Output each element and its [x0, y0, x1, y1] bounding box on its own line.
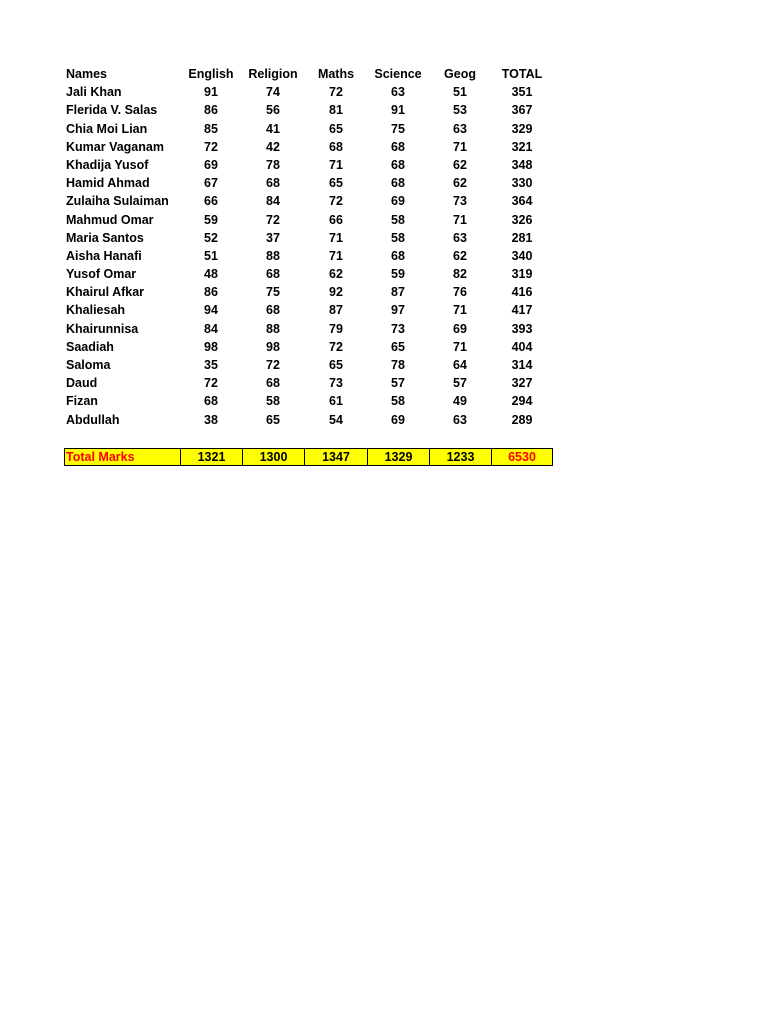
maths-cell: 72: [329, 85, 343, 100]
science-cell: 58: [391, 212, 405, 227]
geog-cell: 76: [453, 285, 467, 300]
student-name: Kumar Vaganam: [66, 139, 164, 154]
religion-cell: 75: [266, 285, 280, 300]
english-cell: 67: [204, 176, 218, 191]
science-cell: 91: [391, 103, 405, 118]
table-row: [64, 374, 554, 392]
table-row: [64, 283, 554, 301]
science-cell: 68: [391, 157, 405, 172]
geog-cell: 71: [453, 139, 467, 154]
maths-cell: 87: [329, 303, 343, 318]
table-body: [64, 83, 554, 429]
geog-cell: 71: [453, 212, 467, 227]
science-cell: 69: [391, 194, 405, 209]
total-cell: 351: [511, 85, 533, 100]
total-cell: 364: [511, 194, 533, 209]
maths-cell: 65: [329, 176, 343, 191]
english-cell: 72: [204, 139, 218, 154]
student-name: Daud: [66, 376, 98, 391]
science-cell: 65: [391, 339, 405, 354]
religion-cell: 74: [266, 85, 280, 100]
student-name: Abdullah: [66, 412, 120, 427]
english-cell: 84: [204, 321, 218, 336]
total-cell: 321: [511, 139, 533, 154]
maths-cell: 54: [329, 412, 343, 427]
header-english: English: [188, 67, 234, 81]
total-cell: 404: [511, 339, 533, 354]
maths-cell: 71: [329, 230, 343, 245]
student-name: Hamid Ahmad: [66, 176, 150, 191]
grand-total: 6530: [491, 449, 552, 465]
total-english: 1321: [180, 449, 242, 465]
religion-cell: 68: [266, 267, 280, 282]
geog-cell: 62: [453, 157, 467, 172]
religion-cell: 72: [266, 212, 280, 227]
religion-cell: 88: [266, 321, 280, 336]
science-cell: 73: [391, 321, 405, 336]
table-row: [64, 320, 554, 338]
total-cell: 416: [511, 285, 533, 300]
student-name: Zulaiha Sulaiman: [66, 194, 169, 209]
english-cell: 94: [204, 303, 218, 318]
science-cell: 68: [391, 248, 405, 263]
maths-cell: 81: [329, 103, 343, 118]
geog-cell: 62: [453, 248, 467, 263]
total-religion: 1300: [242, 449, 304, 465]
english-cell: 85: [204, 121, 218, 136]
english-cell: 51: [204, 248, 218, 263]
religion-cell: 65: [266, 412, 280, 427]
table-row: [64, 265, 554, 283]
student-name: Fizan: [66, 394, 98, 409]
religion-cell: 56: [266, 103, 280, 118]
geog-cell: 73: [453, 194, 467, 209]
header-religion: Religion: [248, 67, 298, 81]
maths-cell: 61: [329, 394, 343, 409]
table-row: [64, 101, 554, 119]
science-cell: 68: [391, 139, 405, 154]
religion-cell: 98: [266, 339, 280, 354]
table-row: [64, 211, 554, 229]
religion-cell: 84: [266, 194, 280, 209]
science-cell: 68: [391, 176, 405, 191]
science-cell: 58: [391, 394, 405, 409]
total-cell: 329: [511, 121, 533, 136]
table-row: [64, 174, 554, 192]
maths-cell: 92: [329, 285, 343, 300]
student-name: Aisha Hanafi: [66, 248, 142, 263]
english-cell: 66: [204, 194, 218, 209]
english-cell: 86: [204, 103, 218, 118]
marks-table: [64, 65, 554, 429]
total-cell: 340: [511, 248, 533, 263]
table-row: [64, 411, 554, 429]
science-cell: 87: [391, 285, 405, 300]
geog-cell: 53: [453, 103, 467, 118]
science-cell: 78: [391, 358, 405, 372]
header-geog: Geog: [444, 67, 476, 81]
maths-cell: 71: [329, 157, 343, 172]
science-cell: 63: [391, 85, 405, 100]
header-maths: Maths: [317, 67, 355, 81]
geog-cell: 64: [453, 358, 467, 372]
student-name: Khairul Afkar: [66, 285, 145, 300]
student-name: Mahmud Omar: [66, 212, 154, 227]
science-cell: 59: [391, 267, 405, 282]
religion-cell: 78: [266, 157, 280, 172]
table-row: [64, 83, 554, 101]
science-cell: 58: [391, 230, 405, 245]
table-row: [64, 192, 554, 210]
science-cell: 97: [391, 303, 405, 318]
english-cell: 98: [204, 339, 218, 354]
religion-cell: 37: [266, 230, 280, 245]
religion-cell: 68: [266, 176, 280, 191]
total-cell: 367: [511, 103, 533, 118]
total-cell: 289: [511, 412, 533, 427]
geog-cell: 57: [453, 376, 467, 391]
religion-cell: 72: [266, 358, 280, 372]
maths-cell: 72: [329, 194, 343, 209]
total-maths: 1347: [304, 449, 367, 465]
student-name: Maria Santos: [66, 230, 144, 245]
religion-cell: 68: [266, 303, 280, 318]
student-name: Jali Khan: [66, 85, 122, 100]
student-name: Khadija Yusof: [66, 157, 149, 172]
student-name: Yusof Omar: [66, 267, 137, 282]
total-cell: 393: [511, 321, 533, 336]
student-name: Saloma: [66, 358, 111, 372]
religion-cell: 58: [266, 394, 280, 409]
student-name: Khairunnisa: [66, 321, 139, 336]
header-row: [64, 65, 554, 83]
total-cell: 281: [511, 230, 533, 245]
table-row: [64, 120, 554, 138]
total-cell: 319: [511, 267, 533, 282]
geog-cell: 71: [453, 303, 467, 318]
student-name: Chia Moi Lian: [66, 121, 148, 136]
english-cell: 69: [204, 157, 218, 172]
english-cell: 59: [204, 212, 218, 227]
religion-cell: 41: [266, 121, 280, 136]
geog-cell: 49: [453, 394, 467, 409]
total-cell: 314: [511, 358, 533, 372]
student-name: Khaliesah: [66, 303, 126, 318]
science-cell: 69: [391, 412, 405, 427]
english-cell: 48: [204, 267, 218, 282]
geog-cell: 62: [453, 176, 467, 191]
student-name: Flerida V. Salas: [66, 103, 158, 118]
total-cell: 348: [511, 157, 533, 172]
total-marks-label: Total Marks: [66, 450, 135, 464]
english-cell: 52: [204, 230, 218, 245]
table-row: [64, 138, 554, 156]
total-geog: 1233: [429, 449, 491, 465]
header-total: TOTAL: [501, 67, 543, 81]
maths-cell: 62: [329, 267, 343, 282]
total-science: 1329: [367, 449, 429, 465]
total-cell: 327: [511, 376, 533, 391]
header-science: Science: [374, 67, 422, 81]
maths-cell: 72: [329, 339, 343, 354]
total-marks-row: [64, 448, 553, 466]
total-cell: 326: [511, 212, 533, 227]
table-row: [64, 392, 554, 410]
maths-cell: 71: [329, 248, 343, 263]
english-cell: 68: [204, 394, 218, 409]
maths-cell: 65: [329, 358, 343, 372]
maths-cell: 66: [329, 212, 343, 227]
maths-cell: 68: [329, 139, 343, 154]
maths-cell: 65: [329, 121, 343, 136]
geog-cell: 63: [453, 121, 467, 136]
table-row: [64, 338, 554, 356]
table-row: [64, 156, 554, 174]
geog-cell: 82: [453, 267, 467, 282]
science-cell: 75: [391, 121, 405, 136]
geog-cell: 63: [453, 412, 467, 427]
header-names: Names: [66, 67, 107, 81]
english-cell: 38: [204, 412, 218, 427]
religion-cell: 42: [266, 139, 280, 154]
maths-cell: 73: [329, 376, 343, 391]
table-row: [64, 247, 554, 265]
geog-cell: 69: [453, 321, 467, 336]
maths-cell: 79: [329, 321, 343, 336]
student-name: Saadiah: [66, 339, 114, 354]
total-cell: 417: [511, 303, 533, 318]
geog-cell: 71: [453, 339, 467, 354]
english-cell: 35: [204, 358, 218, 372]
total-cell: 330: [511, 176, 533, 191]
table-row: [64, 356, 554, 374]
science-cell: 57: [391, 376, 405, 391]
english-cell: 86: [204, 285, 218, 300]
english-cell: 91: [204, 85, 218, 100]
table-row: [64, 301, 554, 319]
geog-cell: 63: [453, 230, 467, 245]
religion-cell: 88: [266, 248, 280, 263]
geog-cell: 51: [453, 85, 467, 100]
english-cell: 72: [204, 376, 218, 391]
table-row: [64, 229, 554, 247]
religion-cell: 68: [266, 376, 280, 391]
total-cell: 294: [511, 394, 533, 409]
